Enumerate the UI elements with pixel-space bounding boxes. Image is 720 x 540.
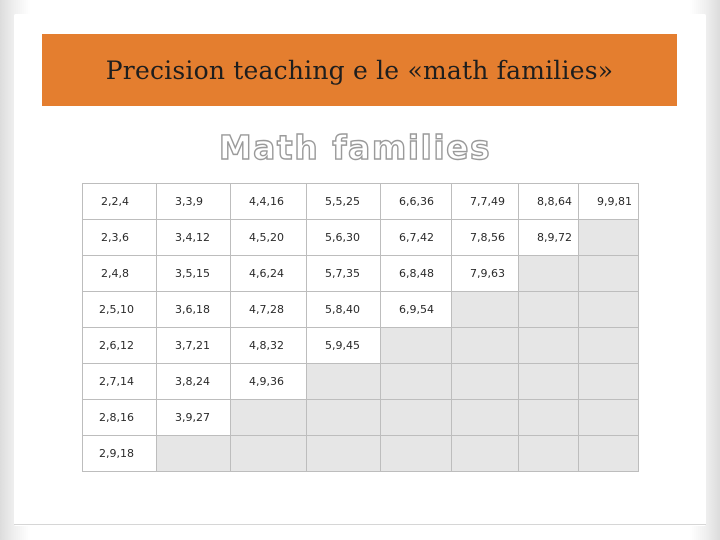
heading-container <box>0 128 710 167</box>
table-row <box>83 292 639 328</box>
empty-cell <box>381 364 452 400</box>
empty-cell <box>579 220 639 256</box>
table-cell: 4,5,20 <box>231 220 307 256</box>
table-cell: 6,6,36 <box>381 184 452 220</box>
table-cell: 4,6,24 <box>231 256 307 292</box>
empty-cell <box>519 364 579 400</box>
table-row <box>83 436 639 472</box>
table-cell: 2,6,12 <box>83 328 157 364</box>
table-cell: 2,3,6 <box>83 220 157 256</box>
empty-cell <box>579 364 639 400</box>
table-row <box>83 256 639 292</box>
empty-cell <box>157 436 231 472</box>
table-cell: 4,9,36 <box>231 364 307 400</box>
table-cell: 7,7,49 <box>452 184 519 220</box>
empty-cell <box>452 364 519 400</box>
table-cell: 3,7,21 <box>157 328 231 364</box>
empty-cell <box>519 292 579 328</box>
table-cell: 5,6,30 <box>307 220 381 256</box>
empty-cell <box>452 400 519 436</box>
table-cell: 5,9,45 <box>307 328 381 364</box>
table-row <box>83 184 639 220</box>
empty-cell <box>381 328 452 364</box>
title-bar <box>42 34 677 106</box>
table-cell: 9,9,81 <box>579 184 639 220</box>
table-cell: 3,6,18 <box>157 292 231 328</box>
table-cell: 3,4,12 <box>157 220 231 256</box>
empty-cell <box>519 328 579 364</box>
math-families-table <box>82 183 639 472</box>
empty-cell <box>519 400 579 436</box>
empty-cell <box>579 328 639 364</box>
empty-cell <box>231 436 307 472</box>
table-cell: 2,2,4 <box>83 184 157 220</box>
empty-cell <box>519 436 579 472</box>
empty-cell <box>381 400 452 436</box>
table-cell: 3,5,15 <box>157 256 231 292</box>
empty-cell <box>307 436 381 472</box>
math-families-heading: Math families <box>218 128 492 167</box>
empty-cell <box>579 400 639 436</box>
empty-cell <box>381 436 452 472</box>
table-cell: 8,8,64 <box>519 184 579 220</box>
empty-cell <box>579 256 639 292</box>
table-cell: 3,8,24 <box>157 364 231 400</box>
table-cell: 4,8,32 <box>231 328 307 364</box>
table-row <box>83 328 639 364</box>
table-cell: 5,7,35 <box>307 256 381 292</box>
table-cell: 4,7,28 <box>231 292 307 328</box>
table-cell: 5,5,25 <box>307 184 381 220</box>
table-row <box>83 220 639 256</box>
table-cell: 3,9,27 <box>157 400 231 436</box>
table-cell: 7,8,56 <box>452 220 519 256</box>
table-cell: 6,9,54 <box>381 292 452 328</box>
empty-cell <box>307 364 381 400</box>
slide-title: Precision teaching e le «math families» <box>105 55 614 85</box>
table-cell: 3,3,9 <box>157 184 231 220</box>
table-cell: 2,5,10 <box>83 292 157 328</box>
empty-cell <box>579 292 639 328</box>
table-cell: 2,9,18 <box>83 436 157 472</box>
table-cell: 2,8,16 <box>83 400 157 436</box>
table-body <box>83 184 639 472</box>
table-cell: 6,7,42 <box>381 220 452 256</box>
table-cell: 2,4,8 <box>83 256 157 292</box>
table-cell: 6,8,48 <box>381 256 452 292</box>
empty-cell <box>452 436 519 472</box>
table-cell: 8,9,72 <box>519 220 579 256</box>
table-cell: 5,8,40 <box>307 292 381 328</box>
table-row <box>83 364 639 400</box>
table-cell: 4,4,16 <box>231 184 307 220</box>
slide-divider <box>14 524 706 525</box>
empty-cell <box>231 400 307 436</box>
table-cell: 7,9,63 <box>452 256 519 292</box>
table-cell: 2,7,14 <box>83 364 157 400</box>
empty-cell <box>307 400 381 436</box>
table-row <box>83 400 639 436</box>
empty-cell <box>452 292 519 328</box>
empty-cell <box>519 256 579 292</box>
empty-cell <box>579 436 639 472</box>
empty-cell <box>452 328 519 364</box>
